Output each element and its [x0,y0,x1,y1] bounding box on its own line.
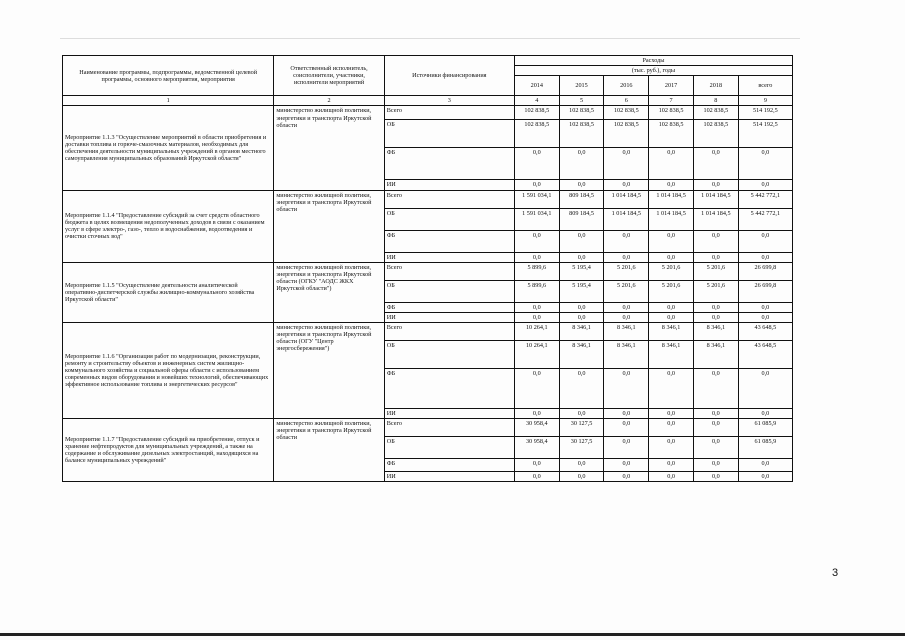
year-value-cell: 102 838,5 [559,106,604,120]
header-year: 2016 [604,76,649,96]
measure-name: Мероприятие 1.1.5 "Осуществление деятельности аналитической оперативно-диспетчерской службы жилищно-коммунального хозяйства Иркутской области" [63,262,274,322]
year-value-cell: 0,0 [693,437,738,459]
year-value-cell: 0,0 [604,302,649,312]
year-value-cell: 0,0 [693,459,738,472]
total-value-cell: 0,0 [738,302,792,312]
year-value-cell: 0,0 [649,437,694,459]
year-value-cell: 10 264,1 [514,322,559,340]
year-value-cell: 5 899,6 [514,280,559,302]
measure-executor: министерство жилищной политики, энергетики и транспорта Иркутской области [274,419,384,482]
year-value-cell: 0,0 [604,230,649,252]
total-value-cell: 26 699,8 [738,280,792,302]
funding-source-cell: ИИ [384,312,514,322]
page-number: 3 [832,567,839,579]
header-year: 2017 [649,76,694,96]
header-year: 2014 [514,76,559,96]
year-value-cell: 0,0 [604,252,649,262]
column-number: 7 [649,96,694,106]
year-value-cell: 102 838,5 [604,106,649,120]
total-value-cell: 0,0 [738,472,792,482]
total-value-cell: 0,0 [738,368,792,408]
year-value-cell: 0,0 [604,148,649,180]
year-value-cell: 5 201,6 [649,262,694,280]
funding-source-cell: Всего [384,106,514,120]
column-number: 5 [559,96,604,106]
year-value-cell: 0,0 [649,148,694,180]
year-value-cell: 0,0 [514,408,559,418]
scan-bottom-edge [0,633,905,636]
year-value-cell: 8 346,1 [559,322,604,340]
funding-source-cell: ОБ [384,280,514,302]
year-value-cell: 8 346,1 [604,322,649,340]
year-value-cell: 0,0 [693,148,738,180]
header-executor: Ответственный исполнитель, соисполнители, участники, исполнители мероприятий [274,56,384,96]
total-value-cell: 43 648,5 [738,322,792,340]
header-expenses: Расходы [514,56,792,66]
column-number: 6 [604,96,649,106]
budget-table [62,55,793,482]
year-value-cell: 0,0 [514,459,559,472]
measure-executor: министерство жилищной политики, энергетики и транспорта Иркутской области [274,106,384,190]
table-row [63,190,793,208]
header-year: 2018 [693,76,738,96]
year-value-cell: 0,0 [649,408,694,418]
year-value-cell: 0,0 [693,230,738,252]
year-value-cell: 0,0 [693,472,738,482]
measure-name: Мероприятие 1.1.3 "Осуществление мероприятий в области приобретения и доставки топлива и горюче-смазочных материалов, необходимых для обеспечения деятельности муниципальных учреждений в органов местного самоуправления муниципальных образований Иркутской области" [63,106,274,190]
year-value-cell: 0,0 [559,368,604,408]
column-number: 9 [738,96,792,106]
header-funding-source: Источники финансирования [384,56,514,96]
column-number: 8 [693,96,738,106]
year-value-cell: 102 838,5 [514,106,559,120]
funding-source-cell: ФБ [384,148,514,180]
year-value-cell: 0,0 [514,148,559,180]
scan-edge [60,38,800,39]
year-value-cell: 0,0 [693,408,738,418]
funding-source-cell: ОБ [384,340,514,368]
funding-source-cell: ОБ [384,208,514,230]
year-value-cell: 0,0 [649,180,694,190]
total-value-cell: 0,0 [738,230,792,252]
measure-name: Мероприятие 1.1.4 "Предоставление субсидий за счет средств областного бюджета в целях возмещения недополученных доходов в связи с оказанием услуг в сфере электро-, газо-, тепло и водоснабжения, водоотведения и очистки сточных вод" [63,190,274,262]
year-value-cell: 0,0 [559,408,604,418]
year-value-cell: 8 346,1 [649,340,694,368]
year-value-cell: 8 346,1 [693,340,738,368]
year-value-cell: 8 346,1 [649,322,694,340]
total-value-cell: 61 085,9 [738,437,792,459]
header-program-name: Наименование программы, подпрограммы, ведомственной целевой программы, основного мероприятия, мероприятия [63,56,274,96]
header-year: 2015 [559,76,604,96]
year-value-cell: 0,0 [514,180,559,190]
year-value-cell: 0,0 [693,252,738,262]
year-value-cell: 5 201,6 [693,262,738,280]
year-value-cell: 1 591 034,1 [514,208,559,230]
table-row [63,106,793,120]
year-value-cell: 0,0 [649,368,694,408]
funding-source-cell: Всего [384,190,514,208]
year-value-cell: 1 014 184,5 [604,190,649,208]
year-value-cell: 102 838,5 [604,120,649,148]
year-value-cell: 809 184,5 [559,208,604,230]
year-value-cell: 0,0 [693,180,738,190]
total-value-cell: 514 192,5 [738,120,792,148]
table-body [63,106,793,482]
year-value-cell: 0,0 [514,252,559,262]
funding-source-cell: ИИ [384,472,514,482]
total-value-cell: 5 442 772,1 [738,190,792,208]
year-value-cell: 0,0 [649,472,694,482]
year-value-cell: 0,0 [559,472,604,482]
year-value-cell: 1 014 184,5 [649,190,694,208]
total-value-cell: 0,0 [738,252,792,262]
year-value-cell: 1 591 034,1 [514,190,559,208]
year-value-cell: 0,0 [693,302,738,312]
measure-executor: министерство жилищной политики, энергетики и транспорта Иркутской области (ОГУ "Центр энергосбережения") [274,322,384,418]
year-value-cell: 0,0 [559,312,604,322]
year-value-cell: 0,0 [604,180,649,190]
table-row [63,419,793,437]
year-value-cell: 102 838,5 [559,120,604,148]
funding-source-cell: ИИ [384,252,514,262]
year-value-cell: 8 346,1 [604,340,649,368]
year-value-cell: 5 201,6 [604,262,649,280]
measure-executor: министерство жилищной политики, энергетики и транспорта Иркутской области (ОГКУ "АОДС ЖКХ Иркутской области") [274,262,384,322]
measure-name: Мероприятие 1.1.6 "Организация работ по модернизации, реконструкции, ремонту и строительству объектов и инженерных систем жилищно-коммунального хозяйства и социальной сферы области с использованием современных видов оборудования и новейших технологий, обеспечивающих эффективное использование топлива и энергетических ресурсов" [63,322,274,418]
header-expenses-units: (тыс. руб.), годы [514,66,792,76]
column-number: 4 [514,96,559,106]
year-value-cell: 30 127,5 [559,419,604,437]
total-value-cell: 26 699,8 [738,262,792,280]
funding-source-cell: Всего [384,419,514,437]
year-value-cell: 0,0 [649,230,694,252]
year-value-cell: 0,0 [559,180,604,190]
year-value-cell: 0,0 [514,302,559,312]
year-value-cell: 0,0 [514,368,559,408]
column-number: 3 [384,96,514,106]
year-value-cell: 0,0 [514,472,559,482]
year-value-cell: 0,0 [559,230,604,252]
year-value-cell: 0,0 [559,148,604,180]
year-value-cell: 102 838,5 [649,106,694,120]
total-value-cell: 0,0 [738,312,792,322]
year-value-cell: 8 346,1 [693,322,738,340]
year-value-cell: 1 014 184,5 [693,190,738,208]
year-value-cell: 0,0 [604,437,649,459]
year-value-cell: 0,0 [559,302,604,312]
measure-executor: министерство жилищной политики, энергетики и транспорта Иркутской области [274,190,384,262]
total-value-cell: 0,0 [738,180,792,190]
year-value-cell: 0,0 [649,419,694,437]
funding-source-cell: ИИ [384,180,514,190]
year-value-cell: 0,0 [559,459,604,472]
total-value-cell: 61 085,9 [738,419,792,437]
year-value-cell: 0,0 [693,419,738,437]
funding-source-cell: ФБ [384,368,514,408]
total-value-cell: 5 442 772,1 [738,208,792,230]
year-value-cell: 0,0 [693,312,738,322]
year-value-cell: 5 201,6 [693,280,738,302]
funding-source-cell: ИИ [384,408,514,418]
funding-source-cell: ОБ [384,437,514,459]
year-value-cell: 5 195,4 [559,262,604,280]
year-value-cell: 809 184,5 [559,190,604,208]
total-value-cell: 0,0 [738,459,792,472]
year-value-cell: 10 264,1 [514,340,559,368]
column-number: 2 [274,96,384,106]
total-value-cell: 0,0 [738,148,792,180]
table-row [63,322,793,340]
year-value-cell: 0,0 [649,302,694,312]
year-value-cell: 102 838,5 [649,120,694,148]
year-value-cell: 5 899,6 [514,262,559,280]
year-value-cell: 0,0 [604,408,649,418]
year-value-cell: 0,0 [604,472,649,482]
year-value-cell: 30 958,4 [514,437,559,459]
year-value-cell: 30 127,5 [559,437,604,459]
measure-name: Мероприятие 1.1.7 "Предоставление субсидий на приобретение, отпуск и хранение нефтепродуктов для муниципальных учреждений, а также на содержание и обслуживание дизельных электростанций, находящихся на балансе муниципальных учреждений" [63,419,274,482]
year-value-cell: 8 346,1 [559,340,604,368]
year-value-cell: 0,0 [514,312,559,322]
total-value-cell: 0,0 [738,408,792,418]
year-value-cell: 0,0 [604,419,649,437]
year-value-cell: 0,0 [649,312,694,322]
year-value-cell: 0,0 [693,368,738,408]
year-value-cell: 1 014 184,5 [604,208,649,230]
year-value-cell: 0,0 [649,252,694,262]
funding-source-cell: ФБ [384,302,514,312]
funding-source-cell: Всего [384,262,514,280]
year-value-cell: 1 014 184,5 [649,208,694,230]
year-value-cell: 0,0 [604,312,649,322]
year-value-cell: 5 201,6 [649,280,694,302]
year-value-cell: 0,0 [514,230,559,252]
year-value-cell: 102 838,5 [514,120,559,148]
funding-source-cell: ОБ [384,120,514,148]
funding-source-cell: ФБ [384,459,514,472]
year-value-cell: 1 014 184,5 [693,208,738,230]
year-value-cell: 0,0 [604,368,649,408]
year-value-cell: 5 195,4 [559,280,604,302]
year-value-cell: 102 838,5 [693,106,738,120]
total-value-cell: 514 192,5 [738,106,792,120]
column-number: 1 [63,96,274,106]
header-year-total: всего [738,76,792,96]
year-value-cell: 102 838,5 [693,120,738,148]
year-value-cell: 5 201,6 [604,280,649,302]
funding-source-cell: Всего [384,322,514,340]
funding-source-cell: ФБ [384,230,514,252]
table-row [63,262,793,280]
year-value-cell: 0,0 [559,252,604,262]
total-value-cell: 43 648,5 [738,340,792,368]
year-value-cell: 0,0 [604,459,649,472]
year-value-cell: 30 958,4 [514,419,559,437]
year-value-cell: 0,0 [649,459,694,472]
